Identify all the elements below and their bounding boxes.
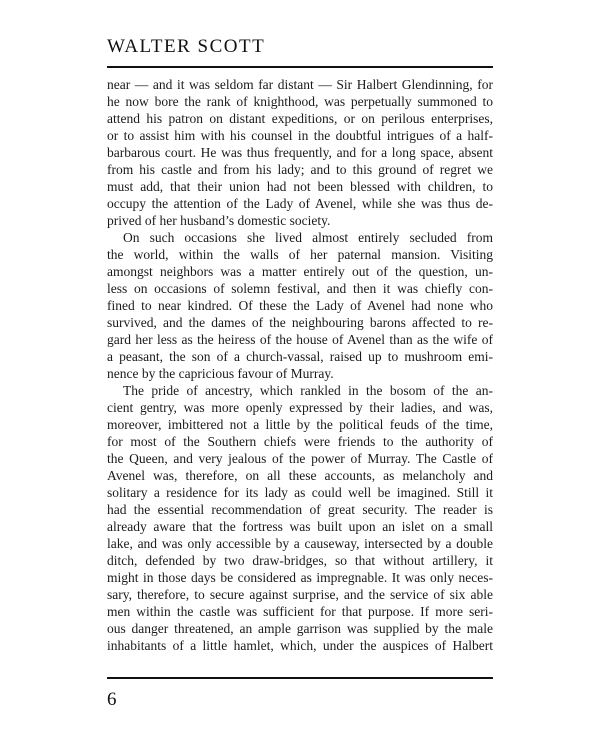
text-line: amongst neighbors was a matter entirely out of the question, un- bbox=[107, 264, 493, 279]
text-line: fined to near kindred. Of these the Lady of Avenel had none who bbox=[107, 298, 493, 313]
page-number: 6 bbox=[107, 689, 117, 710]
text-line: for most of the Southern chiefs were friends to the authority of bbox=[107, 434, 493, 449]
text-line: lake, and was only accessible by a causeway, intersected by a double bbox=[107, 536, 493, 551]
text-line: must add, that their union had not been blessed with children, to bbox=[107, 179, 493, 194]
text-line: Avenel was, therefore, on all these accounts, as melancholy and bbox=[107, 468, 493, 483]
text-line: occupy the attention of the Lady of Avenel, while she was thus de- bbox=[107, 196, 493, 211]
text-line: from his castle and from his lady; and to this ground of regret we bbox=[107, 162, 493, 177]
text-line: might in those days be considered as impregnable. It was only neces- bbox=[107, 570, 493, 585]
text-line: the world, within the walls of her paternal mansion. Visiting bbox=[107, 247, 493, 262]
running-head: WALTER SCOTT bbox=[107, 36, 266, 57]
text-line: inhabitants of a little hamlet, which, under the auspices of Halbert bbox=[107, 638, 493, 653]
text-line: solitary a residence for its lady as could well be imagined. Still it bbox=[107, 485, 493, 500]
text-line: ditch, defended by two draw-bridges, so that without artillery, it bbox=[107, 553, 493, 568]
text-line: the Queen, and very jealous of the power of Murray. The Castle of bbox=[107, 451, 493, 466]
text-line: nence by the capricious favour of Murray. bbox=[107, 366, 334, 381]
footer-rule bbox=[107, 677, 493, 679]
paragraph bbox=[107, 76, 493, 229]
paragraph bbox=[107, 382, 493, 654]
text-line: moreover, imbittered not a little by the political feuds of the time, bbox=[107, 417, 493, 432]
header-rule bbox=[107, 66, 493, 68]
text-line: barbarous court. He was thus frequently, and for a long space, absent bbox=[107, 145, 493, 160]
text-line: cient gentry, was more openly expressed by their ladies, and was, bbox=[107, 400, 493, 415]
text-line: or to assist him with his counsel in the doubtful intrigues of a half- bbox=[107, 128, 493, 143]
text-line: sary, therefore, to secure against surprise, and the service of six able bbox=[107, 587, 493, 602]
text-line: survived, and the dames of the neighbouring barons affected to re- bbox=[107, 315, 493, 330]
text-line: already aware that the fortress was built upon an islet on a small bbox=[107, 519, 493, 534]
text-line: The pride of ancestry, which rankled in the bosom of the an- bbox=[123, 383, 493, 398]
text-line: attend his patron on distant expeditions, or on perilous enterprises, bbox=[107, 111, 493, 126]
text-line: ous danger threatened, an ample garrison was supplied by the male bbox=[107, 621, 493, 636]
text-line: gard her less as the heiress of the house of Avenel than as the wife of bbox=[107, 332, 493, 347]
text-line: had the essential recommendation of great security. The reader is bbox=[107, 502, 493, 517]
text-line: less on occasions of solemn festival, and then it was chiefly con- bbox=[107, 281, 493, 296]
text-line: prived of her husband’s domestic society. bbox=[107, 213, 331, 228]
text-line: men within the castle was sufficient for that purpose. If more seri- bbox=[107, 604, 493, 619]
paragraph bbox=[107, 229, 493, 382]
text-line: On such occasions she lived almost entirely secluded from bbox=[123, 230, 493, 245]
body-text bbox=[107, 76, 493, 654]
text-line: near — and it was seldom far distant — Sir Halbert Glendinning, for bbox=[107, 77, 493, 92]
text-line: he now bore the rank of knighthood, was perpetually summoned to bbox=[107, 94, 493, 109]
text-line: a peasant, the son of a church-vassal, raised up to mushroom emi- bbox=[107, 349, 493, 364]
